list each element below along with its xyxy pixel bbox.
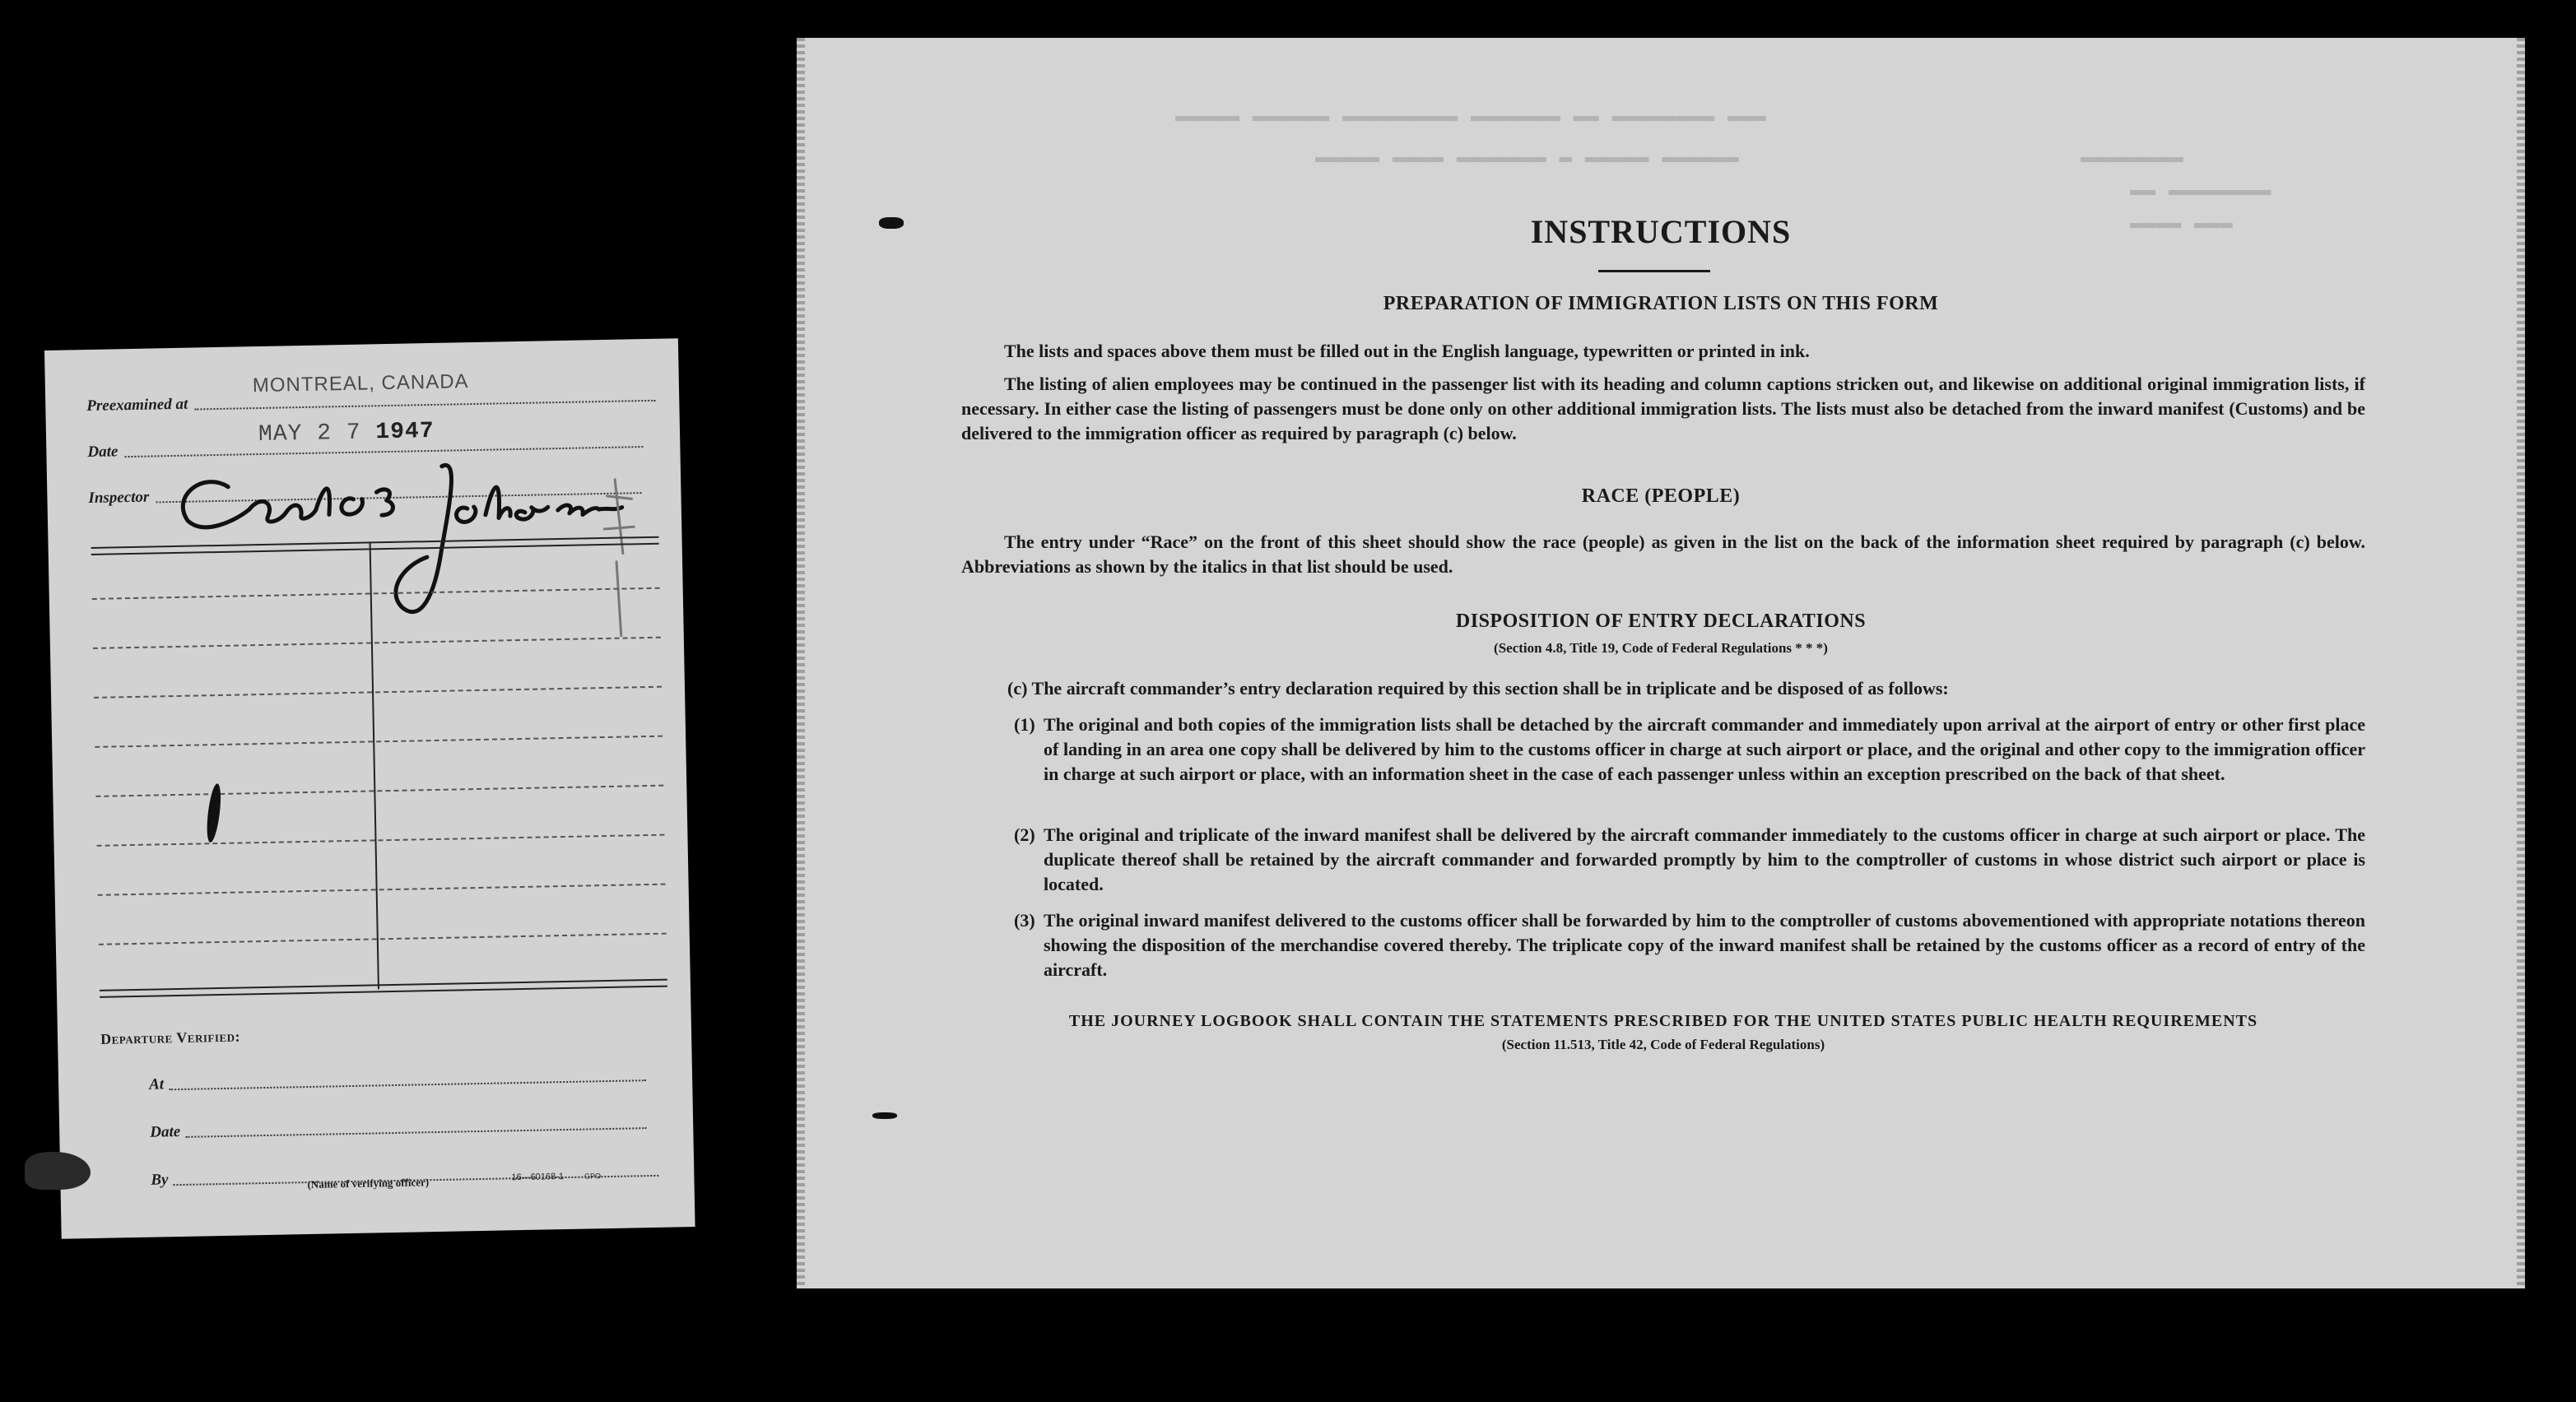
item-text: The original inward manifest delivered to the customs officer shall be forwarded by him to the comptroller of customs abovementioned with appropriate notations thereon showing the disposition of the merchandise covered thereby. The triplicate copy of the inward manifest shall be retained by the customs officer as a record of entry of the aircraft. <box>1044 910 2365 980</box>
item-number: (1) <box>1014 714 1035 735</box>
ink-mark <box>872 1112 897 1119</box>
disposition-citation: (Section 4.8, Title 19, Code of Federal Regulations * * *) <box>1494 640 1828 656</box>
form-number-text: 16—60168-1 <box>511 1172 565 1183</box>
title-underline <box>1598 270 1710 272</box>
preparation-paragraph-2: The listing of alien employees may be continued in the passenger list with its heading and column captions stricken out, and likewise on additional original immigration lists, if necessary. In either case the listing of passengers must be done only on other additional immigration lists. The lists must also be detached from the inward manifest (Customs) and be delivered to the immigration officer as required by paragraph (c) below. <box>961 374 2365 443</box>
bleed-through-text: ▬▬▬▬▬▬ ▬▬▬▬▬ ▬ ▬▬▬▬▬▬▬ ▬▬▬▬ ▬▬▬▬▬ <box>1315 145 1739 169</box>
grid-row-line <box>99 933 667 945</box>
departure-date-label: Date <box>150 1123 181 1141</box>
race-paragraph: The entry under “Race” on the front of this sheet should show the race (people) as given in the list on the back of the information sheet required by paragraph (c) below. Abbreviations as shown by the italics in that list should be used. <box>961 532 2365 577</box>
verifying-officer-caption: (Name of verifying officer) <box>307 1176 430 1191</box>
departure-at-field <box>149 1066 646 1094</box>
item-number: (3) <box>1014 910 1035 931</box>
departure-date-line <box>185 1127 646 1138</box>
grid-row-line <box>95 785 663 797</box>
grid-bottom-rule <box>100 979 667 991</box>
item-number: (2) <box>1014 824 1035 845</box>
journey-logbook-notice: THE JOURNEY LOGBOOK SHALL CONTAIN THE STATEMENTS PRESCRIBED FOR THE UNITED STATES PUBLIC HEALTH REQUIREMENTS <box>1068 1012 2258 1030</box>
item-text: The original and triplicate of the inward manifest shall be delivered by the aircraft commander immediately to the customs officer in charge at such airport or place. The duplicate thereof shall be retained by the aircraft commander and forwarded promptly by him to the comptroller of customs in whose district such airport or place is located. <box>1044 824 2365 894</box>
paragraph-c: (c) The aircraft commander’s entry declaration required by this section shall be in triplicate and be disposed of as follows: <box>1007 678 1949 699</box>
ink-mark <box>879 217 904 229</box>
journey-logbook-citation: (Section 11.513, Title 42, Code of Federal Regulations) <box>1501 1037 1825 1052</box>
preexamined-label: Preexamined at <box>86 395 188 415</box>
date-stamp-month-day: MAY 2 7 <box>258 420 361 448</box>
departure-at-line <box>169 1079 646 1090</box>
departure-at-label: At <box>148 1075 165 1093</box>
grid-row-line <box>93 637 661 649</box>
date-label: Date <box>87 443 119 462</box>
grid-center-rule <box>370 541 379 989</box>
bleed-through-text: ▬▬▬ ▬▬▬▬▬▬▬▬ ▬▬ ▬▬▬▬▬▬▬ ▬▬▬▬▬▬▬▬▬ ▬▬▬▬▬▬ ▬▬▬▬▬ <box>1175 104 1766 128</box>
bleed-through-text: ▬▬▬▬▬▬▬▬ <box>2081 145 2183 169</box>
card-ruled-grid <box>91 536 668 1008</box>
date-stamp-year: 1947 <box>375 418 435 446</box>
instructions-sheet <box>797 38 2525 1288</box>
instructions-title: INSTRUCTIONS <box>1530 213 1792 250</box>
section-race-heading: RACE (PEOPLE) <box>1581 485 1741 507</box>
grid-row-line <box>92 587 660 600</box>
departure-heading: Departure Verified: <box>100 1028 241 1047</box>
disposition-item-2 <box>1014 823 2365 897</box>
departure-date-field <box>150 1114 646 1142</box>
section-preparation-heading: PREPARATION OF IMMIGRATION LISTS ON THIS FORM <box>1383 293 1939 314</box>
grid-row-line <box>95 736 663 748</box>
preexamined-stamp: MONTREAL, CANADA <box>252 370 469 397</box>
bleed-through-text: ▬▬▬ ▬▬▬▬ <box>2130 211 2233 235</box>
bleed-through-text: ▬▬▬▬▬▬▬▬ ▬▬ <box>2130 178 2271 202</box>
grid-row-line <box>94 686 662 699</box>
disposition-item-1 <box>1014 713 2365 787</box>
item-text: The original and both copies of the immigration lists shall be detached by the aircraft commander and immediately upon arrival at the airport of entry or other first place of landing in an area one copy shall be delivered by him to the customs officer in charge at such airport or place, and the original and other copy to the immigration officer in charge at such airport or place, with an information sheet in the case of each passenger unless within an exception prescribed on the back of that sheet. <box>1044 714 2365 784</box>
disposition-item-3 <box>1014 908 2365 982</box>
torn-corner <box>25 1152 91 1190</box>
grid-row-line <box>98 884 666 896</box>
gpo-mark: GPO <box>584 1172 602 1181</box>
section-disposition-heading: DISPOSITION OF ENTRY DECLARATIONS <box>1455 610 1867 632</box>
grid-row-line <box>97 834 665 847</box>
departure-by-label: By <box>151 1171 169 1189</box>
inspection-card <box>44 338 695 1239</box>
preexamined-line <box>194 399 655 411</box>
preparation-paragraph-1: The lists and spaces above them must be filled out in the English language, typewritten or printed in ink. <box>1004 341 1810 361</box>
form-number <box>511 1171 601 1182</box>
inspector-label: Inspector <box>88 488 150 508</box>
